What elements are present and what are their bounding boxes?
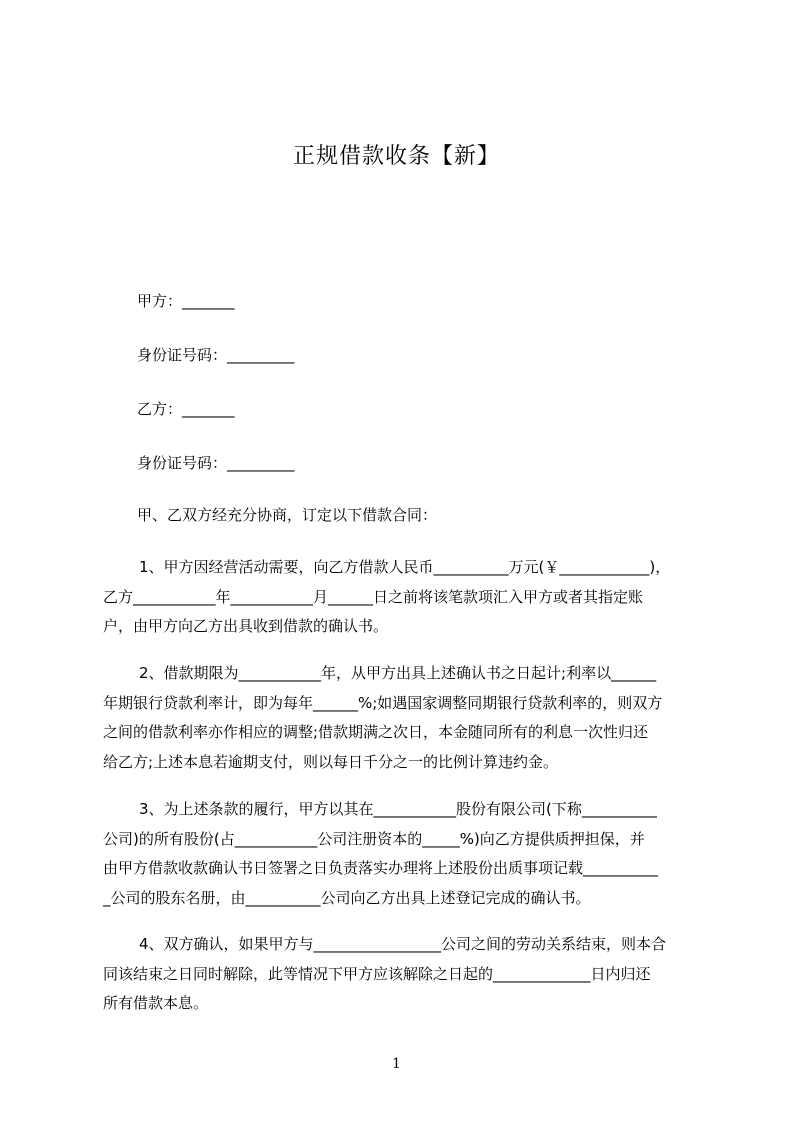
clause-3 — [103, 795, 701, 913]
party-b-field: 乙方：_______ — [137, 400, 235, 418]
party-a-id-field: 身份证号码：_________ — [137, 346, 295, 364]
party-b-id-field: 身份证号码：_________ — [137, 454, 295, 472]
clause-2 — [103, 659, 701, 777]
clause-2-line-3: 之间的借款利率亦作相应的调整;借款期满之次日，本金随同所有的利息一次性归还 — [103, 723, 649, 741]
clause-4-line-2: 同该结束之日同时解除，此等情况下甲方应该解除之日起的_____________日内归还 — [103, 964, 651, 983]
clause-1-line-1: 1、甲方因经营活动需要，向乙方借款人民币__________万元(￥____________)， — [139, 558, 671, 576]
clause-3-line-3: 由甲方借款收款确认书日签署之日负责落实办理将上述股份出质事项记载__________ — [103, 859, 659, 877]
clause-4-line-1: 4、双方确认，如果甲方与_________________公司之间的劳动关系结束，则本合 — [139, 935, 667, 953]
clause-2-line-1: 2、借款期限为___________年，从甲方出具上述确认书之日起计;利率以______ — [139, 664, 657, 682]
page-number: 1 — [392, 1056, 401, 1072]
clause-2-line-2: 年期银行贷款利率计，即为每年______%;如遇国家调整同期银行贷款利率的，则双方 — [103, 693, 663, 712]
clause-3-line-1: 3、为上述条款的履行，甲方以其在___________股份有限公司(下称__________ — [139, 800, 657, 818]
page-title: 正规借款收条【新】 — [292, 144, 500, 169]
clause-1-line-3: 户，由甲方向乙方出具收到借款的确认书。 — [103, 617, 389, 635]
clause-2-line-4: 给乙方;上述本息若逾期支付，则以每日千分之一的比例计算违约金。 — [103, 752, 559, 771]
clause-1 — [103, 553, 701, 642]
clause-1-line-2: 乙方___________年___________月______日之前将该笔款项汇入甲方或者其指定账 — [103, 587, 644, 606]
clause-4 — [103, 930, 701, 1019]
party-a-field: 甲方：_______ — [137, 292, 235, 310]
agreement-intro: 甲、乙双方经充分协商，订定以下借款合同： — [137, 506, 438, 524]
clause-3-line-2: 公司)的所有股份(占___________公司注册资本的_____%)向乙方提供质押担保，并 — [103, 829, 645, 848]
clause-4-line-3: 所有借款本息。 — [103, 994, 209, 1012]
clause-3-line-4: _公司的股东名册，由__________公司向乙方出具上述登记完成的确认书。 — [103, 888, 591, 907]
